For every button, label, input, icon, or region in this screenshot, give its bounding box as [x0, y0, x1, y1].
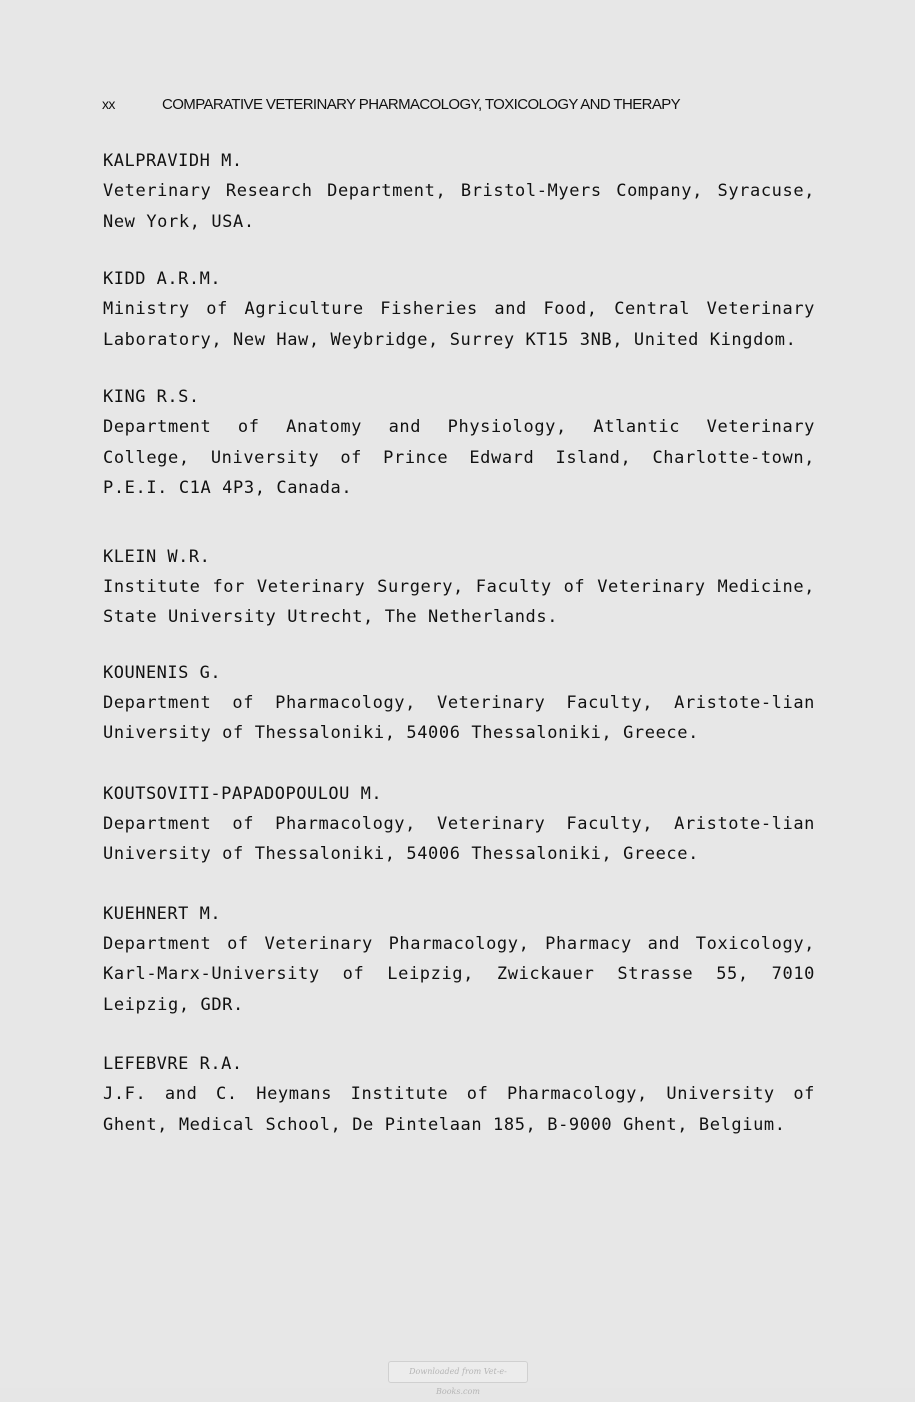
contributor-entry — [103, 146, 815, 237]
contributor-address: Department of Veterinary Pharmacology, Pharmacy and Toxicology, Karl-Marx-University of Leipzig, Zwickauer Strasse 55, 7010 Leipzig, GDR. — [103, 933, 815, 1015]
contributor-entry — [103, 779, 815, 870]
contributor-address: Department of Pharmacology, Veterinary Faculty, Aristote-lian University of Thessaloniki, 54006 Thessaloniki, Greece. — [103, 692, 815, 743]
contributor-address: Ministry of Agriculture Fisheries and Food, Central Veterinary Laboratory, New Haw, Weybridge, Surrey KT15 3NB, United Kingdom. — [103, 299, 815, 350]
contributor-entry — [103, 542, 815, 633]
contributor-name: KIDD A.R.M. — [103, 269, 222, 289]
contributor-name: KLEIN W.R. — [103, 546, 211, 567]
contributor-entry — [103, 264, 815, 355]
contributor-address: Veterinary Research Department, Bristol-Myers Company, Syracuse, New York, USA. — [103, 181, 815, 232]
contributor-list — [103, 146, 815, 1167]
contributor-address: Department of Pharmacology, Veterinary Faculty, Aristote-lian University of Thessaloniki, 54006 Thessaloniki, Greece. — [103, 813, 815, 864]
contributor-name: KALPRAVIDH M. — [103, 151, 243, 171]
contributor-address: Institute for Veterinary Surgery, Faculty of Veterinary Medicine, State University Utrecht, The Netherlands. — [103, 576, 815, 627]
contributor-entry — [103, 1049, 815, 1140]
contributor-address: Department of Anatomy and Physiology, Atlantic Veterinary College, University of Prince Edward Island, Charlotte-town, P.E.I. C1A 4P3, Canada. — [103, 417, 815, 498]
contributor-entry — [103, 899, 815, 1021]
contributor-address: J.F. and C. Heymans Institute of Pharmacology, University of Ghent, Medical School, De Pintelaan 185, B-9000 Ghent, Belgium. — [103, 1084, 815, 1135]
contributor-name: KING R.S. — [103, 387, 200, 407]
running-header — [102, 96, 680, 113]
contributor-name: KOUTSOVITI-PAPADOPOULOU M. — [103, 783, 383, 804]
running-title: COMPARATIVE VETERINARY PHARMACOLOGY, TOXICOLOGY AND THERAPY — [162, 96, 681, 113]
contributor-entry — [103, 382, 815, 504]
contributor-name: KUEHNERT M. — [103, 903, 222, 924]
contributor-name: KOUNENIS G. — [103, 662, 222, 683]
contributor-entry — [103, 658, 815, 749]
download-watermark: Downloaded from Vet-e-Books.com — [388, 1361, 528, 1383]
contributor-name: LEFEBVRE R.A. — [103, 1054, 243, 1074]
page-number: xx — [102, 96, 115, 112]
